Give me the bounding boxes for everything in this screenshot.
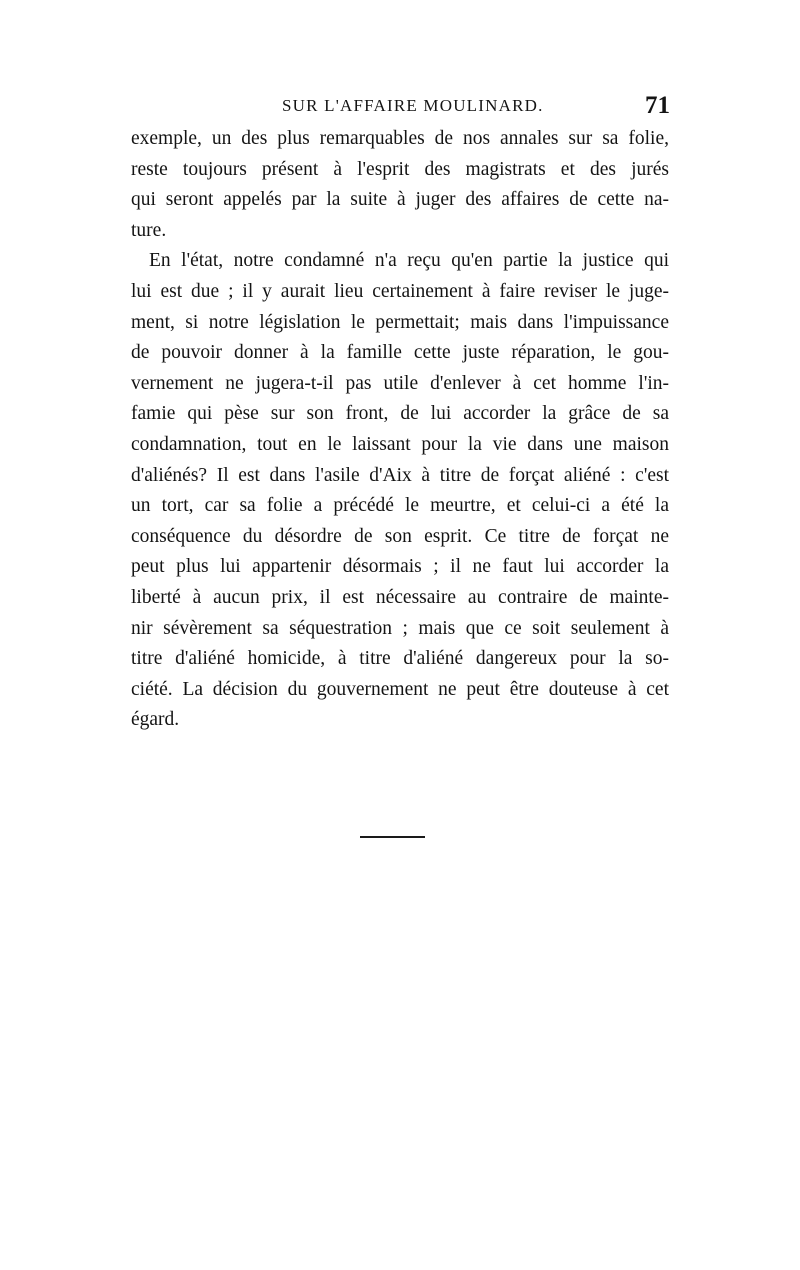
- running-title: SUR L'AFFAIRE MOULINARD.: [282, 96, 544, 115]
- paragraph: [131, 124, 669, 246]
- paragraph: [131, 246, 669, 736]
- text-line: nir sévèrement sa séquestration ; mais que ce soit seulement à: [131, 617, 669, 639]
- text-line: égard.: [131, 709, 180, 731]
- text-line: ture.: [131, 219, 167, 241]
- text-line: titre d'aliéné homicide, à titre d'aliéné dangereux pour la so-: [131, 648, 669, 670]
- text-line: exemple, un des plus remarquables de nos annales sur sa folie,: [131, 128, 669, 149]
- text-line: En l'état, notre condamné n'a reçu qu'en partie la justice qui: [149, 250, 669, 272]
- text-line: conséquence du désordre de son esprit. Ce titre de forçat ne: [131, 525, 669, 547]
- text-line: famie qui pèse sur son front, de lui accorder la grâce de sa: [131, 403, 669, 425]
- text-line: ciété. La décision du gouvernement ne peut être douteuse à cet: [131, 678, 669, 700]
- text-line: lui est due ; il y aurait lieu certainement à faire reviser le juge-: [131, 280, 669, 302]
- text-line: un tort, car sa folie a précédé le meurtre, et celui-ci a été la: [131, 495, 669, 517]
- text-line: qui seront appelés par la suite à juger des affaires de cette na-: [131, 189, 669, 211]
- text-line: peut plus lui appartenir désormais ; il ne faut lui accorder la: [131, 556, 669, 578]
- section-divider-rule: [360, 836, 425, 838]
- body-text: [131, 124, 669, 736]
- text-line: d'aliénés? Il est dans l'asile d'Aix à titre de forçat aliéné : c'est: [131, 464, 669, 486]
- text-line: ment, si notre législation le permettait; mais dans l'impuissance: [131, 311, 669, 333]
- text-line: de pouvoir donner à la famille cette juste réparation, le gou-: [131, 342, 669, 364]
- text-line: condamnation, tout en le laissant pour la vie dans une maison: [131, 433, 669, 455]
- text-line: vernement ne jugera-t-il pas utile d'enlever à cet homme l'in-: [131, 372, 669, 394]
- text-line: reste toujours présent à l'esprit des magistrats et des jurés: [131, 158, 669, 180]
- running-head: [0, 92, 800, 122]
- page-number: 71: [645, 92, 670, 119]
- text-line: liberté à aucun prix, il est nécessaire au contraire de mainte-: [131, 586, 669, 608]
